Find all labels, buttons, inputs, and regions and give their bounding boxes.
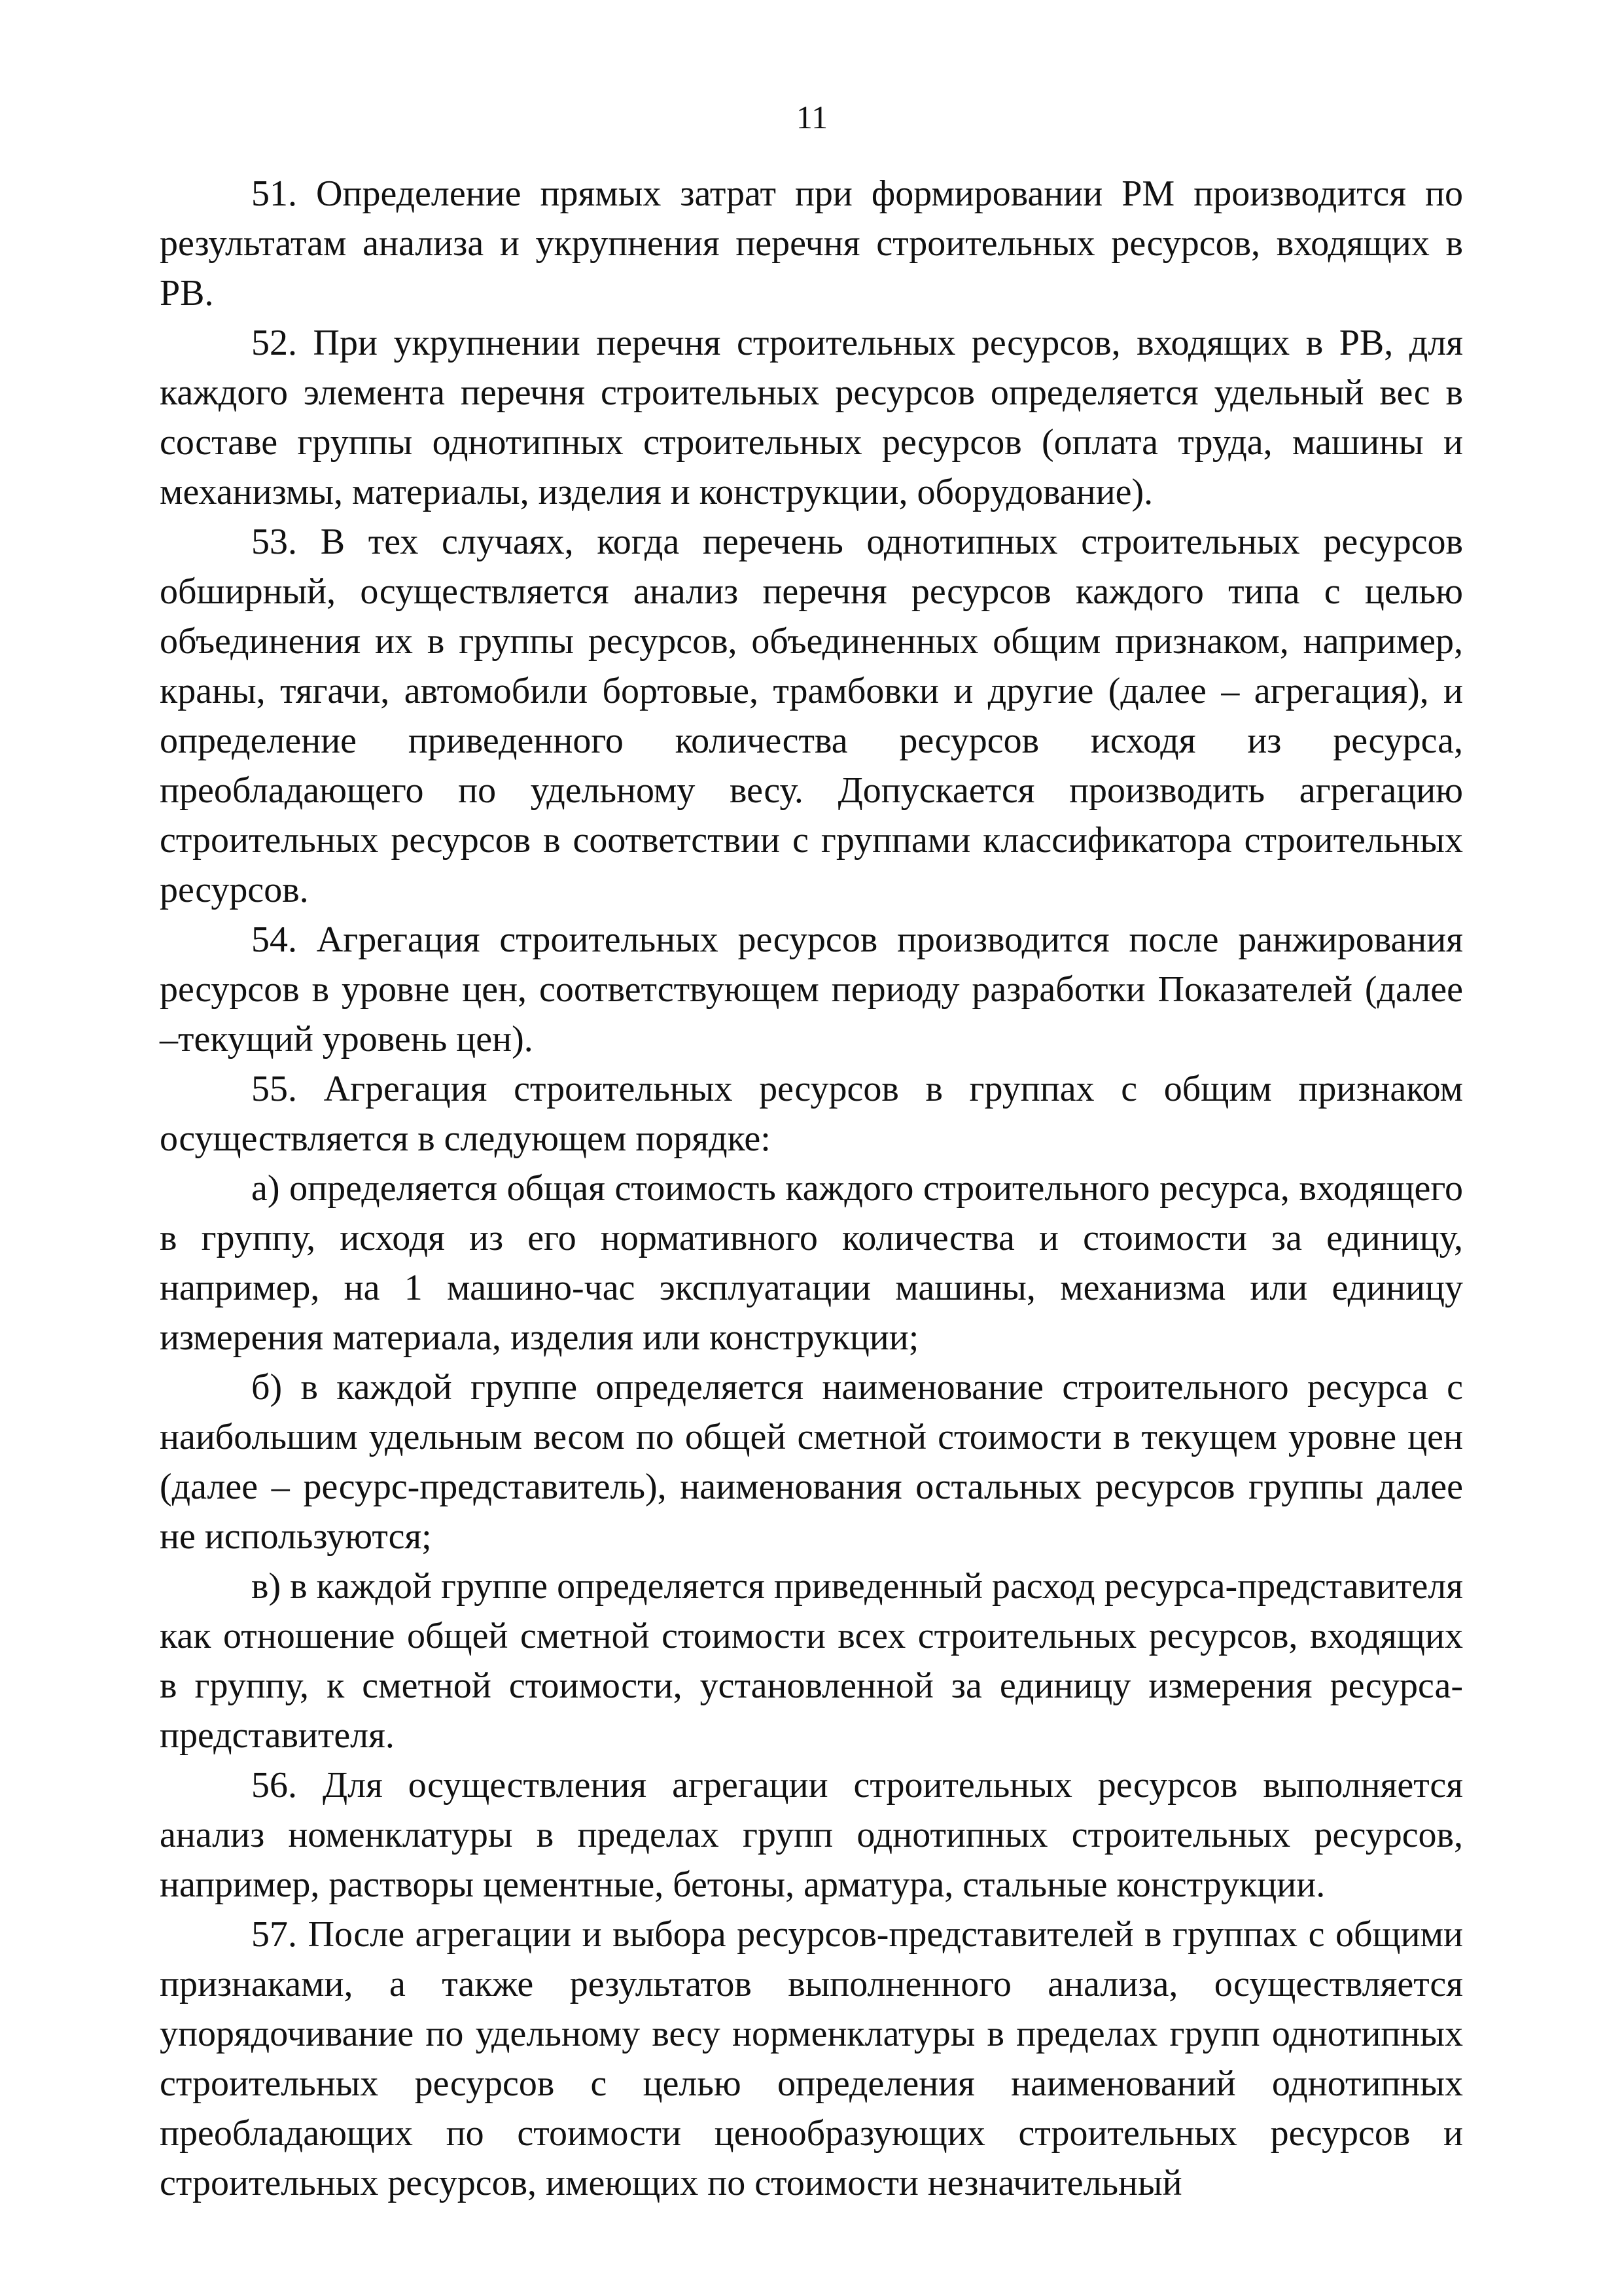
page-number: 11: [796, 99, 828, 135]
document-body: [160, 169, 1463, 2208]
paragraph-51: 51. Определение прямых затрат при формировании РМ производится по результатам анализа и укрупнения перечня строительных ресурсов, входящих в РВ.: [160, 173, 1463, 313]
paragraph-55-a: а) определяется общая стоимость каждого строительного ресурса, входящего в группу, исходя из его нормативного количества и стоимости за единицу, например, на 1 машино-час эксплуатации машины, механизма или единицу измерения материала, изделия или конструкции;: [160, 1168, 1463, 1358]
paragraph-56: 56. Для осуществления агрегации строительных ресурсов выполняется анализ номенклатуры в пределах групп однотипных строительных ресурсов, например, растворы цементные, бетоны, арматура, стальные конструкции.: [160, 1765, 1463, 1905]
paragraph-52: 52. При укрупнении перечня строительных ресурсов, входящих в РВ, для каждого элемента перечня строительных ресурсов определяется удельный вес в составе группы однотипных строительных ресурсов (оплата труда, машины и механизмы, материалы, изделия и конструкции, оборудование).: [160, 323, 1463, 512]
paragraph-53: 53. В тех случаях, когда перечень однотипных строительных ресурсов обширный, осуществляется анализ перечня ресурсов каждого типа с целью объединения их в группы ресурсов, объединенных общим признаком, например, краны, тягачи, автомобили бортовые, трамбовки и другие (далее – агрегация), и определение приведенного количества ресурсов исходя из ресурса, преобладающего по удельному весу. Допускается производить агрегацию строительных ресурсов в соответствии с группами классификатора строительных ресурсов.: [160, 522, 1463, 910]
paragraph-55-b: б) в каждой группе определяется наименование строительного ресурса с наибольшим удельным весом по общей сметной стоимости в текущем уровне цен (далее – ресурс-представитель), наименования остальных ресурсов группы далее не используются;: [160, 1367, 1463, 1557]
paragraph-55: 55. Агрегация строительных ресурсов в группах с общим признаком осуществляется в следующем порядке:: [160, 1069, 1463, 1159]
paragraph-57: 57. После агрегации и выбора ресурсов-представителей в группах с общими признаками, а также результатов выполненного анализа, осуществляется упорядочивание по удельному весу норменклатуры в пределах групп однотипных строительных ресурсов с целью определения наименований однотипных преобладающих по стоимости ценообразующих строительных ресурсов и строительных ресурсов, имеющих по стоимости незначительный: [160, 1914, 1463, 2203]
paragraph-55-v: в) в каждой группе определяется приведенный расход ресурса-представителя как отношение общей сметной стоимости всех строительных ресурсов, входящих в группу, к сметной стоимости, установленной за единицу измерения ресурса-представителя.: [160, 1566, 1463, 1756]
paragraph-54: 54. Агрегация строительных ресурсов производится после ранжирования ресурсов в уровне цен, соответствующем периоду разработки Показателей (далее –текущий уровень цен).: [160, 919, 1463, 1059]
